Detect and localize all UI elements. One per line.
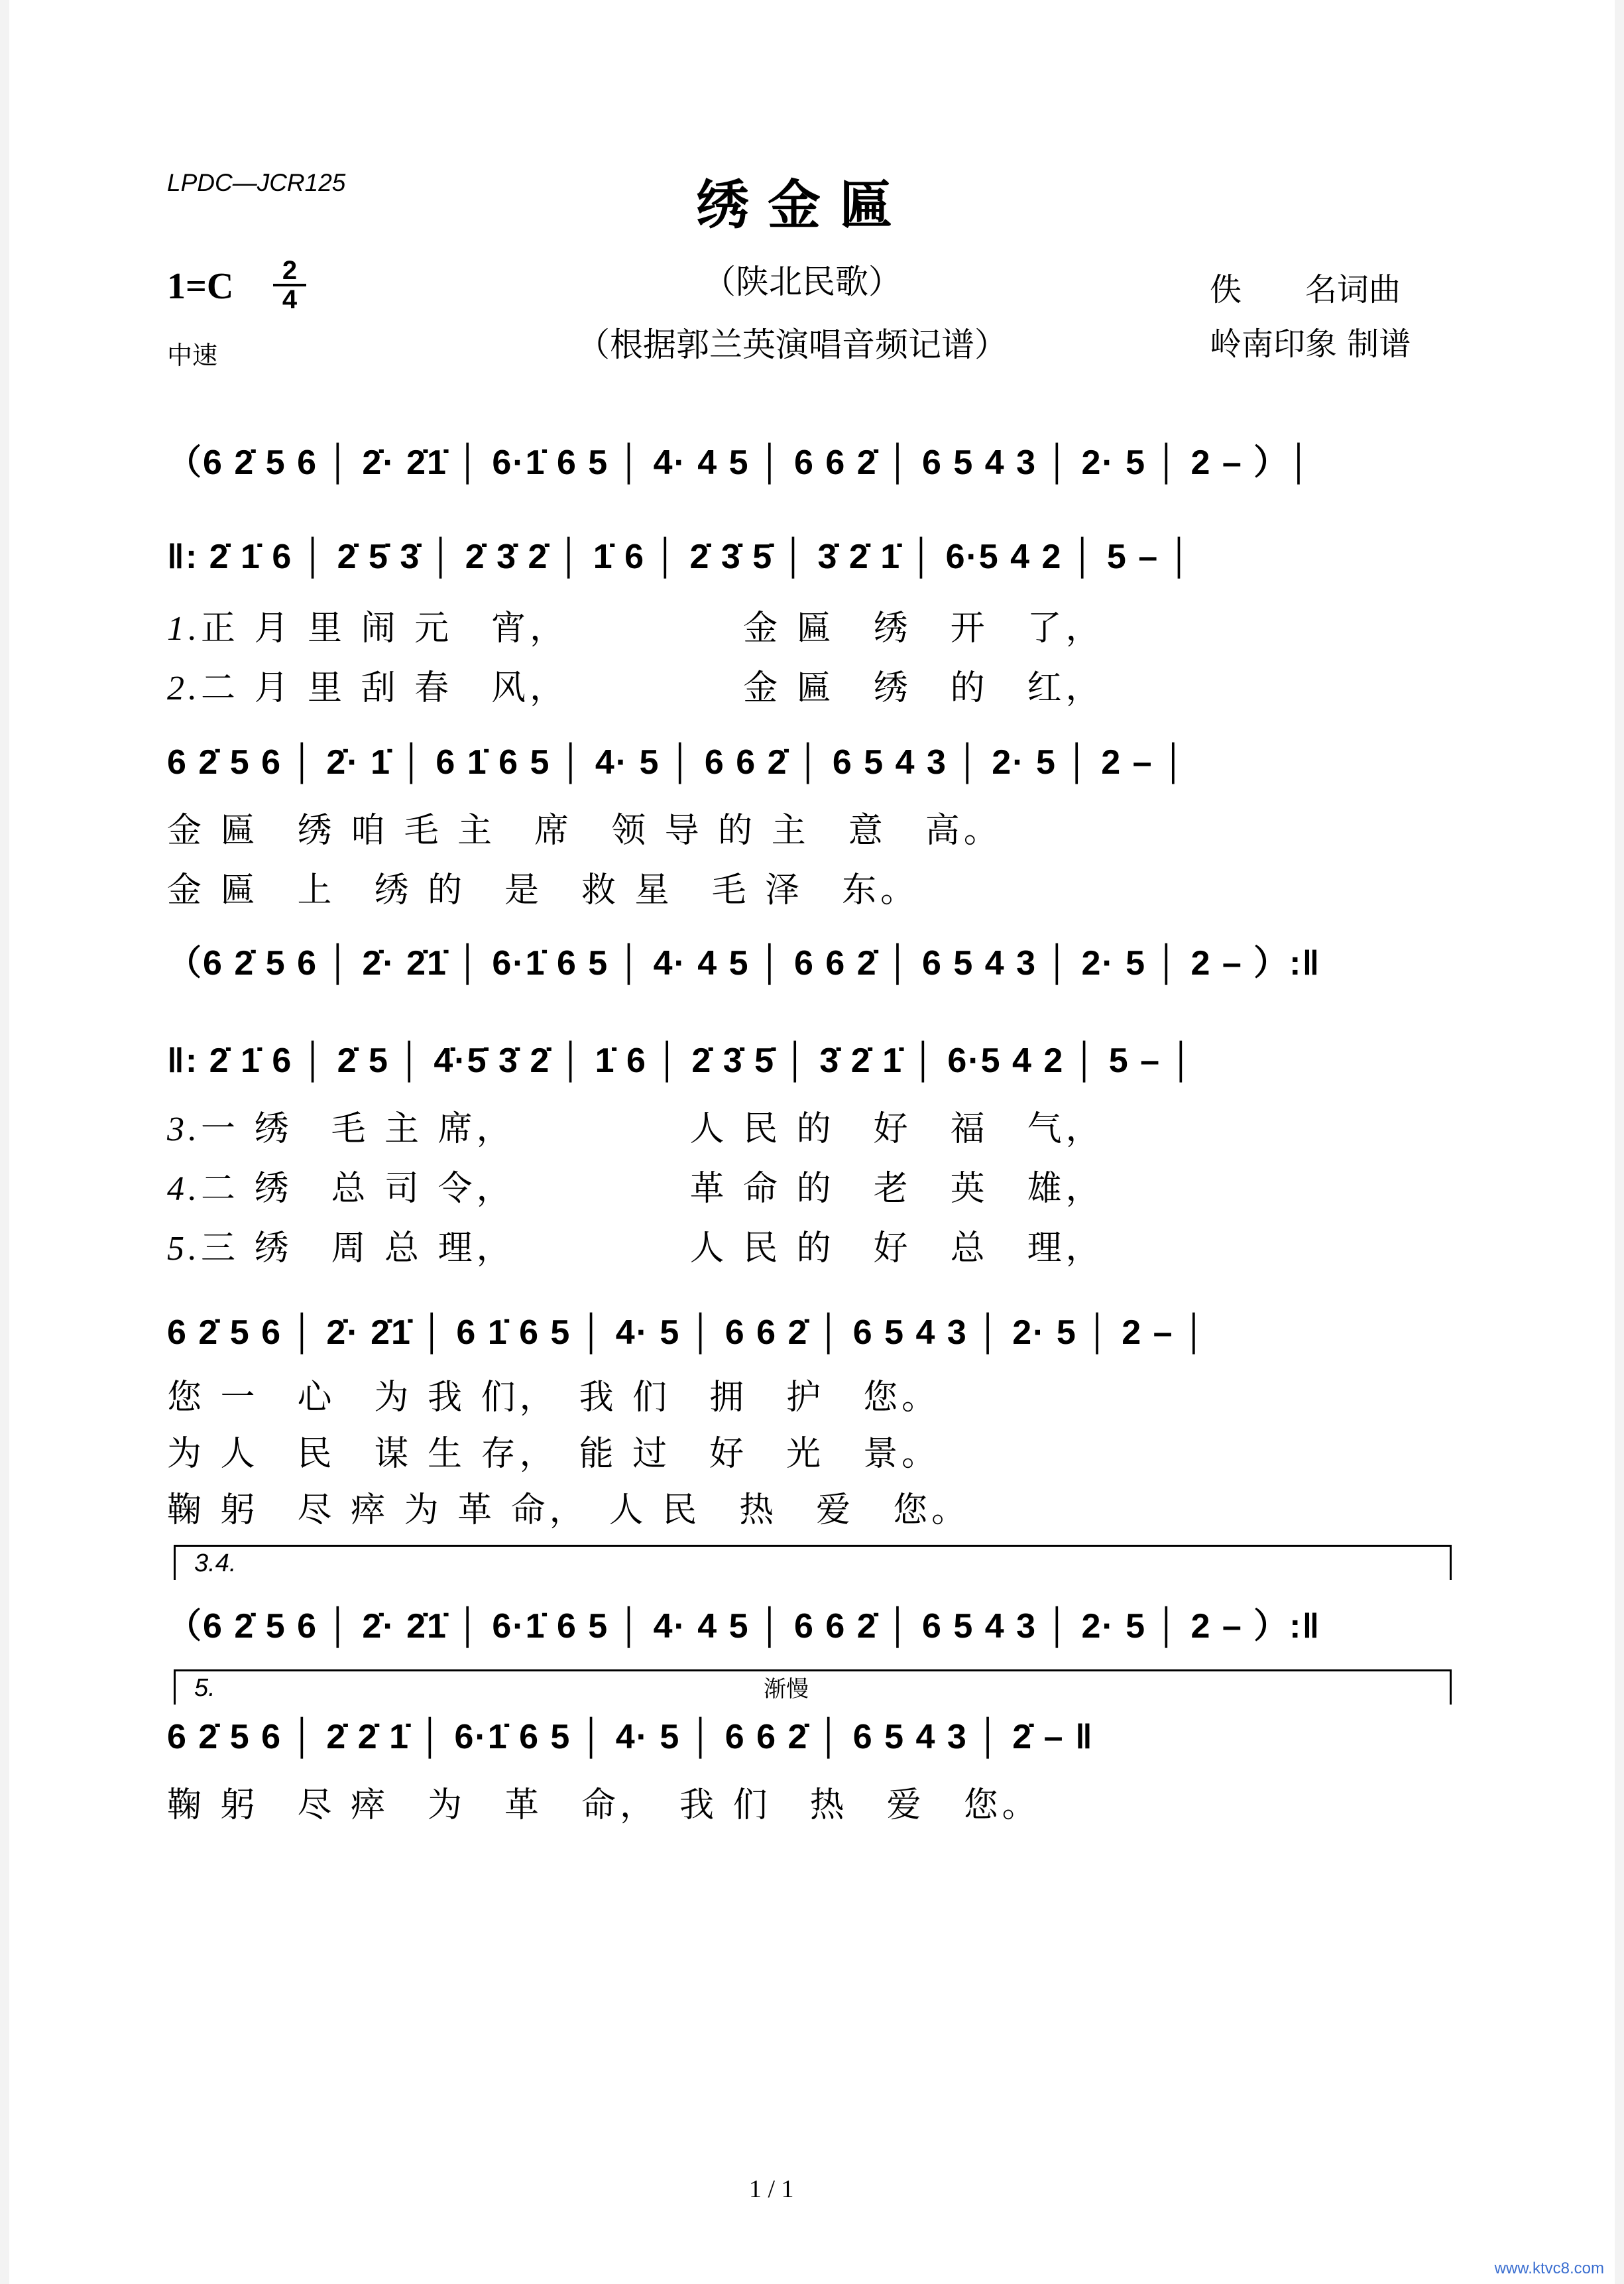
lyric-line [167, 660, 1104, 709]
lyric-line [167, 862, 919, 912]
lyric-text: 正 月 里 闹 元 宵， 金 匾 绣 开 了， [201, 609, 1104, 648]
notation-line: （6 2̇ 5 6 │ 2̇· 2̇1̇ │ 6·1̇ 6 5 │ 4· 4 5 │ 6 6 2̇ │ 6 5 4 3 │ 2· 5 │ 2 – ）│ [167, 444, 1312, 482]
lyric-text: 为 人 民 谋 生 存， 能 过 好 光 景。 [167, 1434, 941, 1474]
verse-number: 1. [167, 610, 201, 648]
score-code: LPDC—JCR125 [167, 169, 346, 196]
lyric-line [167, 802, 1002, 852]
tempo-marking: 中速 [167, 341, 218, 370]
page-number: 1 / 1 [749, 2175, 794, 2203]
lyric-line [167, 1777, 1041, 1827]
lyric-line [167, 1369, 940, 1419]
verse-number: 4. [167, 1170, 201, 1208]
verse-number: 2. [167, 670, 201, 707]
volta-bracket [174, 1669, 1452, 1705]
lyric-text: 二 绣 总 司 令， 革 命 的 老 英 雄， [201, 1169, 1104, 1209]
lyric-text: 三 绣 周 总 理， 人 民 的 好 总 理， [201, 1229, 1104, 1268]
lyric-line [167, 600, 1104, 650]
lyric-text: 鞠 躬 尽 瘁 为 革 命， 我 们 热 爱 您。 [167, 1785, 1041, 1825]
notation-line: ‖: 2̇ 1̇ 6 │ 2̇ 5̇ 3̇ │ 2̇ 3̇ 2̇ │ 1̇ 6 │ 2̇ 3̇ 5̇ │ 3̇ 2̇ 1̇ │ 6·5 4 2 │ 5 – │ [167, 538, 1193, 576]
lyric-line [167, 1425, 940, 1475]
volta-label: 3.4. [194, 1549, 237, 1577]
time-numerator: 2 [273, 257, 306, 286]
left-margin-strip [0, 0, 9, 2284]
song-origin: （陕北民歌） [703, 263, 901, 301]
verse-number: 3. [167, 1111, 201, 1148]
right-margin-strip [1615, 0, 1624, 2284]
notation-line: 6 2̇ 5 6 │ 2̇· 1̇ │ 6 1̇ 6 5 │ 4· 5 │ 6 6 2̇ │ 6 5 4 3 │ 2· 5 │ 2 – │ [167, 743, 1187, 782]
lyric-line [167, 1101, 1104, 1150]
credit-transcriber: 岭南印象 制谱 [1210, 326, 1411, 363]
lyric-text: 金 匾 绣 咱 毛 主 席 领 导 的 主 意 高。 [167, 811, 1002, 851]
notation-line: 6 2̇ 5 6 │ 2̇· 2̇1̇ │ 6 1̇ 6 5 │ 4· 5 │ 6 6 2̇ │ 6 5 4 3 │ 2· 5 │ 2 – │ [167, 1313, 1208, 1352]
volta-label: 5. [194, 1674, 215, 1702]
time-denominator: 4 [282, 285, 298, 314]
lyric-text: 金 匾 上 绣 的 是 救 星 毛 泽 东。 [167, 871, 919, 910]
lyric-line [167, 1220, 1104, 1270]
ritardando-marking: 渐慢 [764, 1676, 809, 1703]
lyric-text: 您 一 心 为 我 们， 我 们 拥 护 您。 [167, 1378, 941, 1417]
notation-line: （6 2̇ 5 6 │ 2̇· 2̇1̇ │ 6·1̇ 6 5 │ 4· 4 5 │ 6 6 2̇ │ 6 5 4 3 │ 2· 5 │ 2 – ）:‖ [167, 944, 1321, 983]
source-note: （根据郭兰英演唱音频记谱） [577, 326, 1008, 364]
page-title: 绣金匾 [696, 174, 911, 236]
time-signature [273, 257, 306, 313]
lyric-text: 鞠 躬 尽 瘁 为 革 命， 人 民 热 爱 您。 [167, 1490, 970, 1530]
key-signature: 1=C [167, 266, 234, 307]
lyric-line [167, 1160, 1104, 1210]
notation-line: ‖: 2̇ 1̇ 6 │ 2̇ 5 │ 4̇·5̇ 3̇ 2̇ │ 1̇ 6 │ 2̇ 3̇ 5̇ │ 3̇ 2̇ 1̇ │ 6·5 4 2 │ 5 – │ [167, 1042, 1194, 1080]
notation-line: （6 2̇ 5 6 │ 2̇· 2̇1̇ │ 6·1̇ 6 5 │ 4· 4 5 │ 6 6 2̇ │ 6 5 4 3 │ 2· 5 │ 2 – ）:‖ [167, 1607, 1321, 1646]
lyric-text: 二 月 里 刮 春 风， 金 匾 绣 的 红， [201, 668, 1104, 708]
lyric-line [167, 1482, 970, 1532]
site-watermark: www.ktvc8.com [1494, 2259, 1604, 2277]
verse-number: 5. [167, 1230, 201, 1268]
volta-bracket [174, 1545, 1452, 1580]
lyric-text: 一 绣 毛 主 席， 人 民 的 好 福 气， [201, 1109, 1104, 1149]
notation-line: 6 2̇ 5 6 │ 2̇ 2̇ 1̇ │ 6·1̇ 6 5 │ 4· 5 │ 6 6 2̇ │ 6 5 4 3 │ 2̇ – ‖ [167, 1718, 1094, 1756]
credit-lyrics-music: 佚 名词曲 [1210, 271, 1401, 308]
